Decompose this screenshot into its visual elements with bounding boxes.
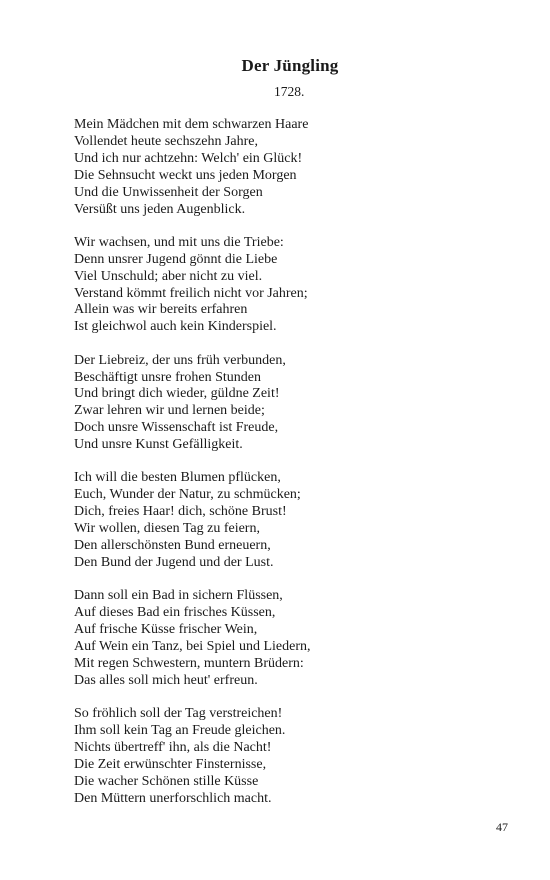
stanza xyxy=(74,353,310,454)
poem-line: Dich, freies Haar! dich, schöne Brust! xyxy=(74,504,287,520)
poem-line: Wir wollen, diesen Tag zu feiern, xyxy=(74,521,260,537)
poem-line: Ihm soll kein Tag an Freude gleichen. xyxy=(74,723,286,739)
stanza xyxy=(74,588,310,689)
poem-line: Ich will die besten Blumen pflücken, xyxy=(74,470,281,486)
poem-line: Mit regen Schwestern, muntern Brüdern: xyxy=(74,655,304,671)
poem-line: Zwar lehren wir und lernen beide; xyxy=(74,403,265,419)
poem-year: 1728. xyxy=(274,84,305,99)
poem-line: Den Müttern unerforschlich macht. xyxy=(74,790,272,806)
poem-line: Den allerschönsten Bund erneuern, xyxy=(74,538,271,554)
poem-line: Das alles soll mich heut' erfreun. xyxy=(74,672,258,688)
stanza xyxy=(74,706,310,807)
poem-line: Die Zeit erwünschter Finsternisse, xyxy=(74,756,267,772)
poem-line: Ist gleichwol auch kein Kinderspiel. xyxy=(74,319,277,335)
poem-line: Auf Wein ein Tanz, bei Spiel und Liedern, xyxy=(74,639,311,655)
stanza xyxy=(74,235,310,336)
poem-title: Der Jüngling xyxy=(241,56,339,75)
poem-line: Die wacher Schönen stille Küsse xyxy=(74,773,259,789)
poem-line: Nichts übertreff' ihn, als die Nacht! xyxy=(74,739,272,755)
poem-line: Wir wachsen, und mit uns die Triebe: xyxy=(74,234,284,250)
poem-line: Den Bund der Jugend und der Lust. xyxy=(74,555,274,571)
poem-line: Denn unsrer Jugend gönnt die Liebe xyxy=(74,251,278,267)
poem-line: Die Sehnsucht weckt uns jeden Morgen xyxy=(74,167,297,183)
page-number: 47 xyxy=(496,820,508,834)
poem-line: So fröhlich soll der Tag verstreichen! xyxy=(74,706,283,722)
poem-line: Und ich nur achtzehn: Welch' ein Glück! xyxy=(74,150,303,166)
poem-line: Doch unsre Wissenschaft ist Freude, xyxy=(74,420,279,436)
poem-line: Auf dieses Bad ein frisches Küssen, xyxy=(74,605,276,621)
stanza xyxy=(74,470,310,571)
poem-line: Der Liebreiz, der uns früh verbunden, xyxy=(74,352,286,368)
poem-line: Viel Unschuld; aber nicht zu viel. xyxy=(74,268,263,284)
poem-line: Versüßt uns jeden Augenblick. xyxy=(74,201,246,217)
poem-line: Verstand kömmt freilich nicht vor Jahren; xyxy=(74,285,308,301)
poem-line: Und unsre Kunst Gefälligkeit. xyxy=(74,437,243,453)
poem-line: Und die Unwissenheit der Sorgen xyxy=(74,184,263,200)
poem-line: Und bringt dich wieder, güldne Zeit! xyxy=(74,386,280,402)
poem-line: Mein Mädchen mit dem schwarzen Haare xyxy=(74,117,309,132)
poem-line: Auf frische Küsse frischer Wein, xyxy=(74,622,258,638)
poem-line: Allein was wir bereits erfahren xyxy=(74,302,248,318)
poem-body xyxy=(74,117,310,824)
poem-line: Beschäftigt unsre frohen Stunden xyxy=(74,369,262,385)
poem-line: Euch, Wunder der Natur, zu schmücken; xyxy=(74,487,301,503)
poem-line: Dann soll ein Bad in sichern Flüssen, xyxy=(74,588,283,604)
poem-line: Vollendet heute sechszehn Jahre, xyxy=(74,133,259,149)
stanza xyxy=(74,117,310,218)
